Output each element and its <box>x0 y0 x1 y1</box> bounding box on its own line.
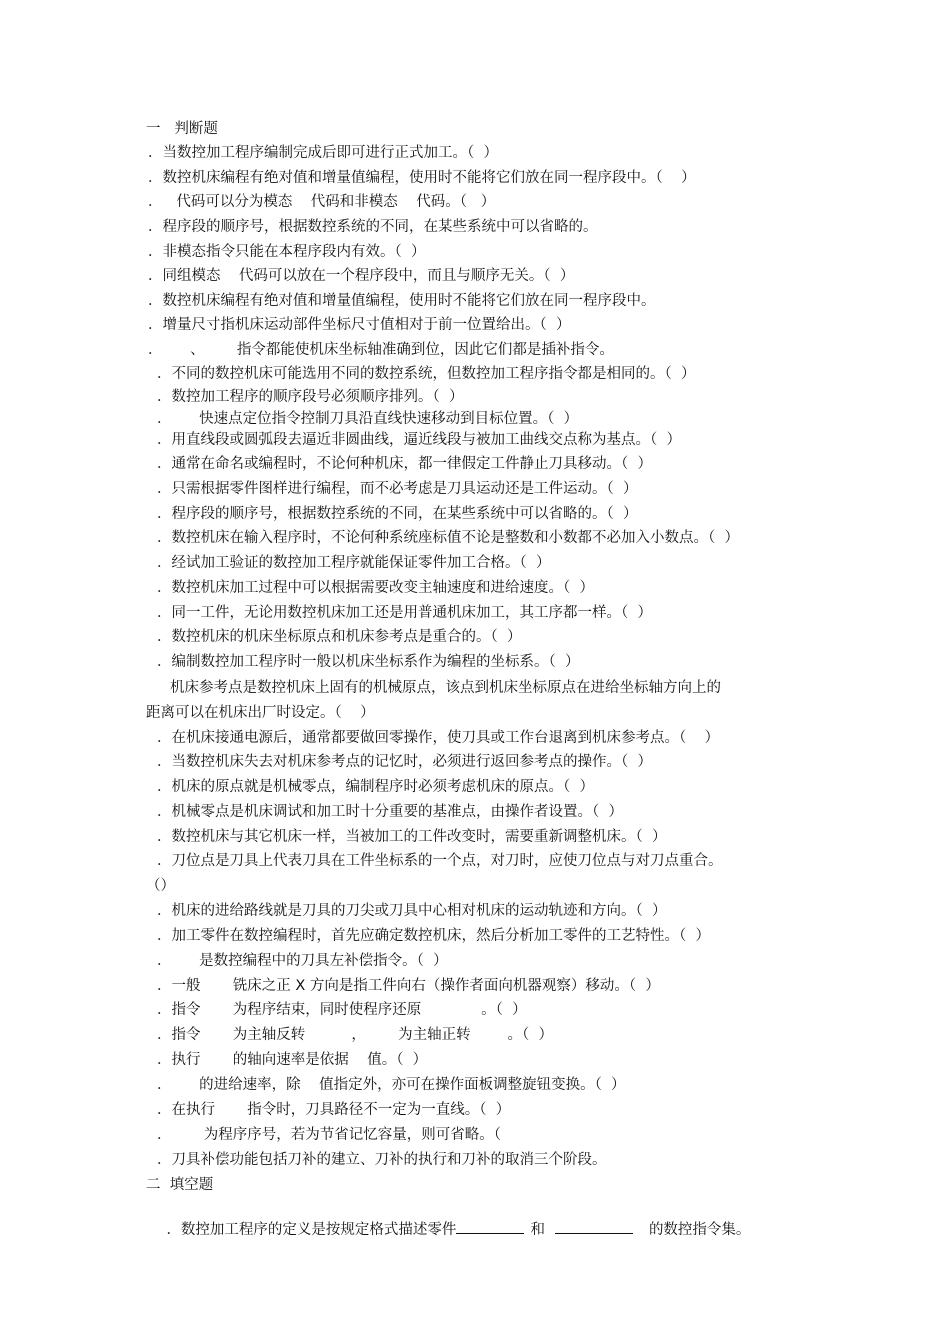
judgment-item-38: ．在执行 指令时，刀具路径不一定为一直线。（ ） <box>157 1102 511 1118</box>
judgment-item-11: ．数控加工程序的顺序段号必须顺序排列。（ ） <box>157 389 464 405</box>
judgment-item-23-line1: 机床参考点是数控机床上固有的机械原点，该点到机床坐标原点在进给坐标轴方向上的 <box>170 680 721 696</box>
judgment-item-34: ．指令 为程序结束，同时使程序还原 。（ ） <box>157 1002 527 1018</box>
section-heading-judgment: 一 判断题 <box>146 121 218 137</box>
judgment-item-8: ．增量尺寸指机床运动部件坐标尺寸值相对于前一位置给出。（ ） <box>148 317 571 333</box>
judgment-item-21: ．数控机床的机床坐标原点和机床参考点是重合的。（ ） <box>157 629 522 645</box>
section-heading-fill-in: 二 填空题 <box>146 1177 214 1193</box>
judgment-item-31: ．加工零件在数控编程时，首先应确定数控机床，然后分析加工零件的工艺特性。（ ） <box>157 928 710 944</box>
judgment-item-32: ． 是数控编程中的刀具左补偿指令。（ ） <box>157 953 448 969</box>
judgment-item-25: ．当数控机床失去对机床参考点的记忆时，必须进行返回参考点的操作。（ ） <box>157 754 652 770</box>
judgment-item-10: ．不同的数控机床可能选用不同的数控系统，但数控加工程序指令都是相同的。（ ） <box>157 366 696 382</box>
judgment-item-27: ．机械零点是机床调试和加工时十分重要的基准点，由操作者设置。（ ） <box>157 804 623 820</box>
judgment-item-6: ．同组模态 代码可以放在一个程序段中，而且与顺序无关。（ ） <box>148 268 575 284</box>
judgment-item-24: ．在机床接通电源后，通常都要做回零操作，使刀具或工作台退离到机床参考点。（ ） <box>157 730 720 746</box>
judgment-item-12: ． 快速点定位指令控制刀具沿直线快速移动到目标位置。（ ） <box>157 411 579 427</box>
judgment-item-35: ．指令 为主轴反转 ， 为主轴正转 。（ ） <box>157 1027 553 1043</box>
fill-in-item-1-mid: 和 <box>530 1222 545 1238</box>
judgment-item-26: ．机床的原点就是机械零点，编制程序时必须考虑机床的原点。（ ） <box>157 779 594 795</box>
judgment-item-37: ． 的进给速率，除 值指定外，亦可在操作面板调整旋钮变换。（ ） <box>157 1077 626 1093</box>
judgment-item-23-line2: 距离可以在机床出厂时设定。（ ） <box>146 705 375 721</box>
judgment-item-29-line1: ．刀位点是刀具上代表刀具在工件坐标系的一个点，对刀时，应使刀位点与对刀点重合。 <box>157 853 723 869</box>
judgment-item-9: ． 、 指令都能使机床坐标轴准确到位，因此它们都是插补指令。 <box>148 342 614 358</box>
judgment-item-30: ．机床的进给路线就是刀具的刀尖或刀具中心相对机床的运动轨迹和方向。（ ） <box>157 903 667 919</box>
judgment-item-14: ．通常在命名或编程时，不论何种机床，都一律假定工件静止刀具移动。（ ） <box>157 456 652 472</box>
judgment-item-40: ．刀具补偿功能包括刀补的建立、刀补的执行和刀补的取消三个阶段。 <box>157 1152 607 1168</box>
judgment-item-3: ． 代码可以分为模态 代码和非模态 代码。（ ） <box>148 194 496 210</box>
judgment-item-15: ．只需根据零件图样进行编程，而不必考虑是刀具运动还是工件运动。（ ） <box>157 481 638 497</box>
judgment-item-17: ．数控机床在输入程序时，不论何种系统座标值不论是整数和小数都不必加入小数点。（ ） <box>157 530 739 546</box>
fill-in-blank-1[interactable] <box>456 1219 524 1234</box>
judgment-item-5: ．非模态指令只能在本程序段内有效。（ ） <box>148 244 426 260</box>
judgment-item-2: ．数控机床编程有绝对值和增量值编程，使用时不能将它们放在同一程序段中。（ ） <box>148 170 696 186</box>
judgment-item-1: ．当数控加工程序编制完成后即可进行正式加工。（ ） <box>148 145 498 161</box>
judgment-item-19: ．数控机床加工过程中可以根据需要改变主轴速度和进给速度。（ ） <box>157 580 594 596</box>
fill-in-blank-2[interactable] <box>555 1219 633 1234</box>
judgment-item-7: ．数控机床编程有绝对值和增量值编程，使用时不能将它们放在同一程序段中。 <box>148 293 656 309</box>
judgment-item-20: ．同一工件，无论用数控机床加工还是用普通机床加工，其工序都一样。（ ） <box>157 605 652 621</box>
judgment-item-36: ．执行 的轴向速率是依据 值。（ ） <box>157 1052 428 1068</box>
fill-in-item-1-suffix: 的数控指令集。 <box>648 1222 751 1238</box>
judgment-item-4: ．程序段的顺序号，根据数控系统的不同，在某些系统中可以省略的。 <box>148 219 598 235</box>
judgment-item-22: ．编制数控加工程序时一般以机床坐标系作为编程的坐标系。（ ） <box>157 654 580 670</box>
judgment-item-13: ．用直线段或圆弧段去逼近非圆曲线，逼近线段与被加工曲线交点称为基点。（ ） <box>157 432 681 448</box>
judgment-item-39: ． 为程序序号，若为节省记忆容量，则可省略。（ <box>157 1127 502 1143</box>
judgment-item-28: ．数控机床与其它机床一样，当被加工的工件改变时，需要重新调整机床。（ ） <box>157 829 667 845</box>
judgment-item-18: ．经试加工验证的数控加工程序就能保证零件加工合格。（ ） <box>157 555 551 571</box>
judgment-item-33: ．一般 铣床之正 X 方向是指工件向右（操作者面向机器观察）移动。（ ） <box>157 978 660 994</box>
judgment-item-29-line2: （） <box>146 878 175 894</box>
fill-in-item-1-prefix: ．数控加工程序的定义是按规定格式描述零件 <box>166 1222 457 1238</box>
fill-in-item-1 <box>148 1199 751 1238</box>
judgment-item-16: ．程序段的顺序号，根据数控系统的不同，在某些系统中可以省略的。（ ） <box>157 506 638 522</box>
